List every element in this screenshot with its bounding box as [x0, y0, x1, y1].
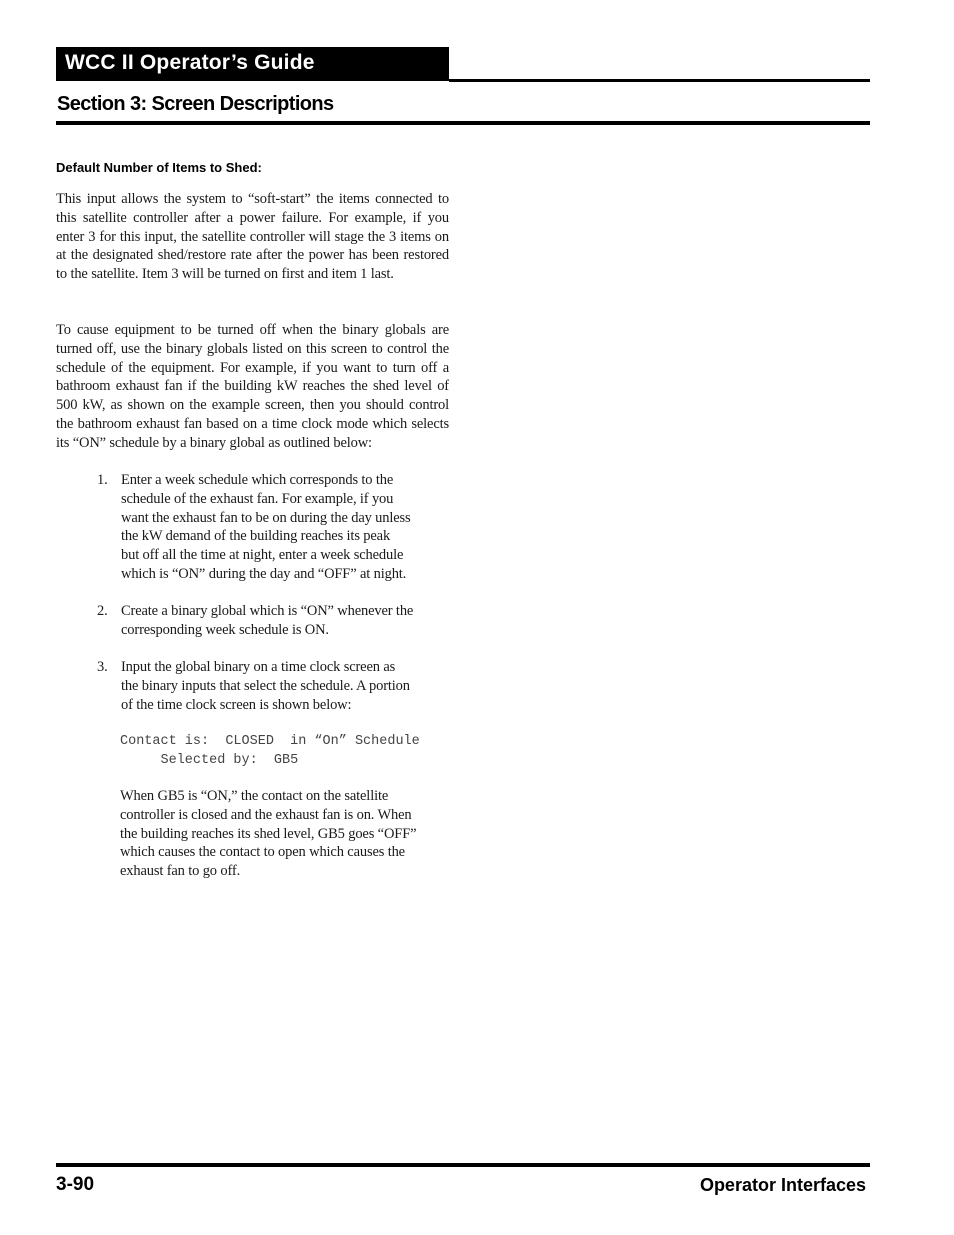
- code-line: Contact is: CLOSED in “On” Schedule: [120, 734, 420, 749]
- step-line: the binary inputs that select the schedule. A portion: [121, 677, 410, 694]
- guide-title-bar: [56, 47, 449, 81]
- paragraph-gb5-explanation: [120, 787, 440, 881]
- step-line: Create a binary global which is “ON” whenever the: [121, 603, 414, 619]
- step-line: but off all the time at night, enter a week schedule: [121, 547, 404, 564]
- step-number: 2.: [97, 603, 108, 619]
- step-text: [121, 602, 437, 640]
- step-item: [97, 658, 437, 714]
- explanation-line: which causes the contact to open which causes the: [120, 844, 405, 861]
- step-line: Enter a week schedule which corresponds to the: [121, 472, 394, 488]
- page-number: 3-90: [56, 1174, 95, 1195]
- section-rule: [56, 121, 870, 125]
- step-number: 3.: [97, 659, 108, 675]
- step-text: [121, 471, 437, 584]
- step-line: Input the global binary on a time clock screen as: [121, 659, 396, 675]
- footer-rule: [56, 1163, 870, 1167]
- chapter-title: Operator Interfaces: [699, 1175, 866, 1195]
- explanation-line: exhaust fan to go off.: [120, 863, 241, 880]
- step-text: [121, 658, 437, 714]
- step-line: want the exhaust fan to be on during the day unless: [121, 509, 411, 526]
- section-title: Section 3: Screen Descriptions: [57, 93, 334, 115]
- header-rule: [449, 79, 870, 82]
- step-line: which is “ON” during the day and “OFF” at night.: [121, 565, 407, 582]
- code-line: Selected by: GB5: [120, 752, 299, 768]
- paragraph-soft-start: This input allows the system to “soft-start” the items connected to this satellite controller after a power failure. For example, if you enter 3 for this input, the satellite controller will stage the 3 items on at the designated shed/restore rate after the power has been restored to the satellite. Item 3 will be turned on first and item 1 last.: [56, 191, 449, 283]
- subheading: Default Number of Items to Shed:: [56, 160, 262, 175]
- step-line: of the time clock screen is shown below:: [121, 696, 352, 713]
- time-clock-screen-excerpt: [120, 733, 420, 770]
- step-item: [97, 602, 437, 640]
- step-line: corresponding week schedule is ON.: [121, 621, 329, 638]
- step-number: 1.: [97, 472, 108, 488]
- guide-title: WCC II Operator’s Guide: [65, 51, 315, 74]
- step-item: [97, 471, 437, 584]
- explanation-line: When GB5 is “ON,” the contact on the satellite: [120, 788, 389, 804]
- step-line: schedule of the exhaust fan. For example, if you: [121, 490, 394, 507]
- explanation-line: controller is closed and the exhaust fan is on. When: [120, 806, 412, 823]
- explanation-line: the building reaches its shed level, GB5 goes “OFF”: [120, 825, 417, 842]
- step-line: the kW demand of the building reaches its peak: [121, 528, 391, 545]
- paragraph-binary-globals: To cause equipment to be turned off when the binary globals are turned off, use the binary globals listed on this screen to control the schedule of the equipment. For example, if you want to turn off a bathroom exhaust fan if the building kW reaches the shed level of 500 kW, as shown on the example screen, then you should control the bathroom exhaust fan based on a time clock mode which selects its “ON” schedule by a binary global as outlined below:: [56, 322, 449, 451]
